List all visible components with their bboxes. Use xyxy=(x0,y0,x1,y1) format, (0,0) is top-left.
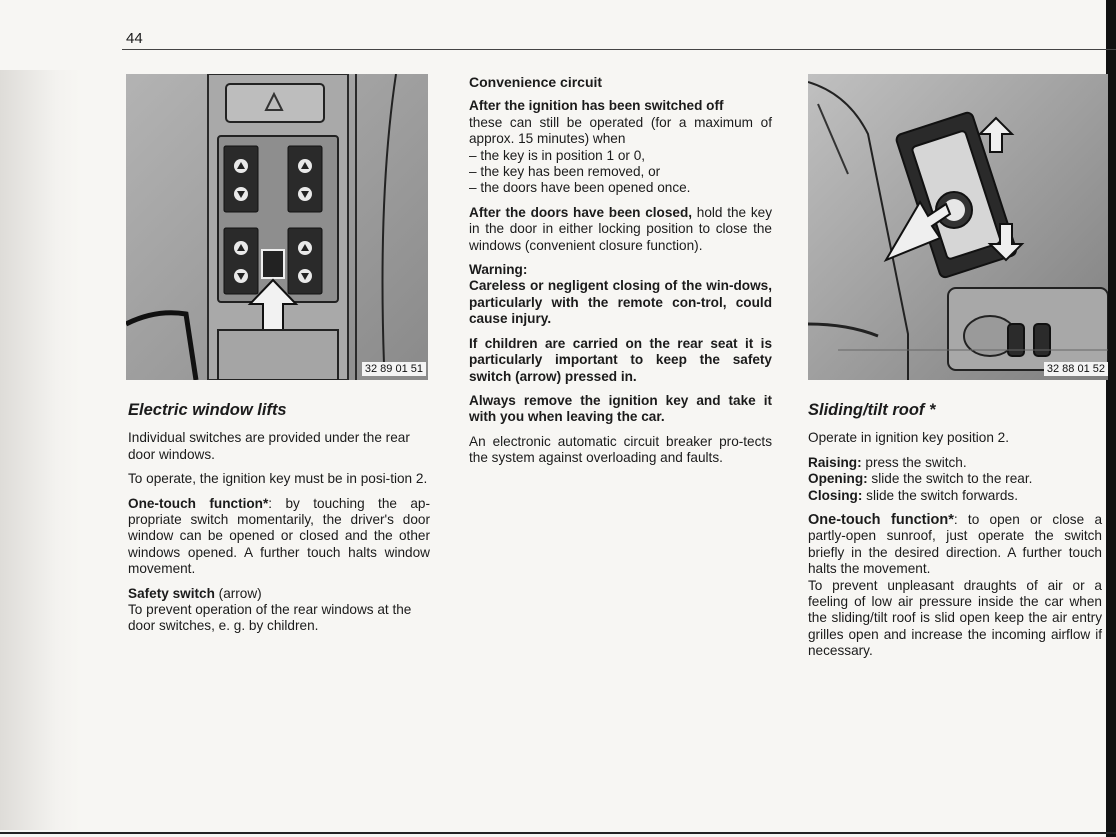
section-title: Sliding/tilt roof * xyxy=(808,401,936,419)
term-label: One-touch function* xyxy=(808,512,954,529)
condition-list xyxy=(469,148,772,197)
term-text: slide the switch forwards. xyxy=(862,487,1019,503)
list-item: – the key has been removed, or xyxy=(469,164,661,180)
paragraph: An electronic automatic circuit breaker pro-tects the system against overloading and faults. xyxy=(469,433,772,466)
section-title: Electric window lifts xyxy=(128,401,287,419)
convenience-circuit-section xyxy=(469,74,772,475)
paragraph: To operate, the ignition key must be in posi-tion 2. xyxy=(128,471,428,487)
paragraph xyxy=(808,512,1102,578)
sliding-tilt-roof-section xyxy=(808,402,1102,668)
figure-code: 32 88 01 52 xyxy=(1044,362,1108,376)
header-rule xyxy=(122,49,1116,50)
paragraph xyxy=(469,205,772,254)
window-switches-figure xyxy=(126,74,428,380)
paragraph: Operate in ignition key position 2. xyxy=(808,430,1010,446)
lead-in: After the doors have been closed, xyxy=(469,204,693,220)
figure-code: 32 89 01 51 xyxy=(362,362,426,376)
warning-text: Careless or negligent closing of the win-dows, particularly with the remote con-trol, could cause injury. xyxy=(469,278,772,327)
term-text: press the switch. xyxy=(861,454,967,470)
paragraph-text: hold the key in the door in either locking position to close the windows (convenient closure function). xyxy=(469,204,772,253)
list-item: – the doors have been opened once. xyxy=(469,180,691,196)
term-text: : to open or close a partly-open sunroof, just operate the switch briefly in the desired direction. A further touch halts the movement. xyxy=(808,512,1103,577)
warning-label: Warning: xyxy=(469,262,528,278)
page-gutter-shadow xyxy=(0,70,80,830)
term-label: Opening: xyxy=(808,471,868,487)
sunroof-switch-illustration xyxy=(808,74,1108,380)
term-label: Closing: xyxy=(808,487,863,503)
electric-window-lifts-section xyxy=(128,402,430,643)
term-label: One-touch function* xyxy=(128,495,269,511)
paragraph: To prevent unpleasant draughts of air or a feeling of low air pressure inside the car when the sliding/tilt roof is slid open keep the air entry grilles open and increase the incoming airflow if necessary. xyxy=(808,577,1102,659)
operation-list xyxy=(808,455,1102,504)
paragraph: Always remove the ignition key and take it with you when leaving the car. xyxy=(469,392,772,425)
paragraph-text: these can still be operated (for a maximum of approx. 15 minutes) when xyxy=(469,114,772,147)
paragraph: If children are carried on the rear seat it is particularly important to keep the safety switch (arrow) pressed in. xyxy=(469,335,772,384)
term-label: Raising: xyxy=(808,454,862,470)
sunroof-switch-figure xyxy=(808,74,1108,380)
lead-in: After the ignition has been switched off xyxy=(469,98,724,114)
page-number: 44 xyxy=(126,30,143,47)
term-label: Safety switch xyxy=(128,585,215,601)
term-suffix: (arrow) xyxy=(214,585,262,601)
term-text: : by touching the ap-propriate switch momentarily, the driver's door window can be opened or closed and the other windows opened. A further touch halts window movement. xyxy=(128,495,430,577)
term-text: slide the switch to the rear. xyxy=(867,471,1033,487)
paragraph xyxy=(128,586,430,635)
list-item: – the key is in position 1 or 0, xyxy=(469,147,646,163)
footer-rule xyxy=(0,832,1116,834)
window-switches-illustration xyxy=(126,74,428,380)
section-title: Convenience circuit xyxy=(469,74,603,90)
paragraph xyxy=(469,98,772,147)
paragraph: Individual switches are provided under the rear door windows. xyxy=(128,430,410,462)
warning xyxy=(469,262,772,328)
paragraph xyxy=(128,496,430,578)
term-text: To prevent operation of the rear windows at the door switches, e. g. by children. xyxy=(128,602,412,634)
